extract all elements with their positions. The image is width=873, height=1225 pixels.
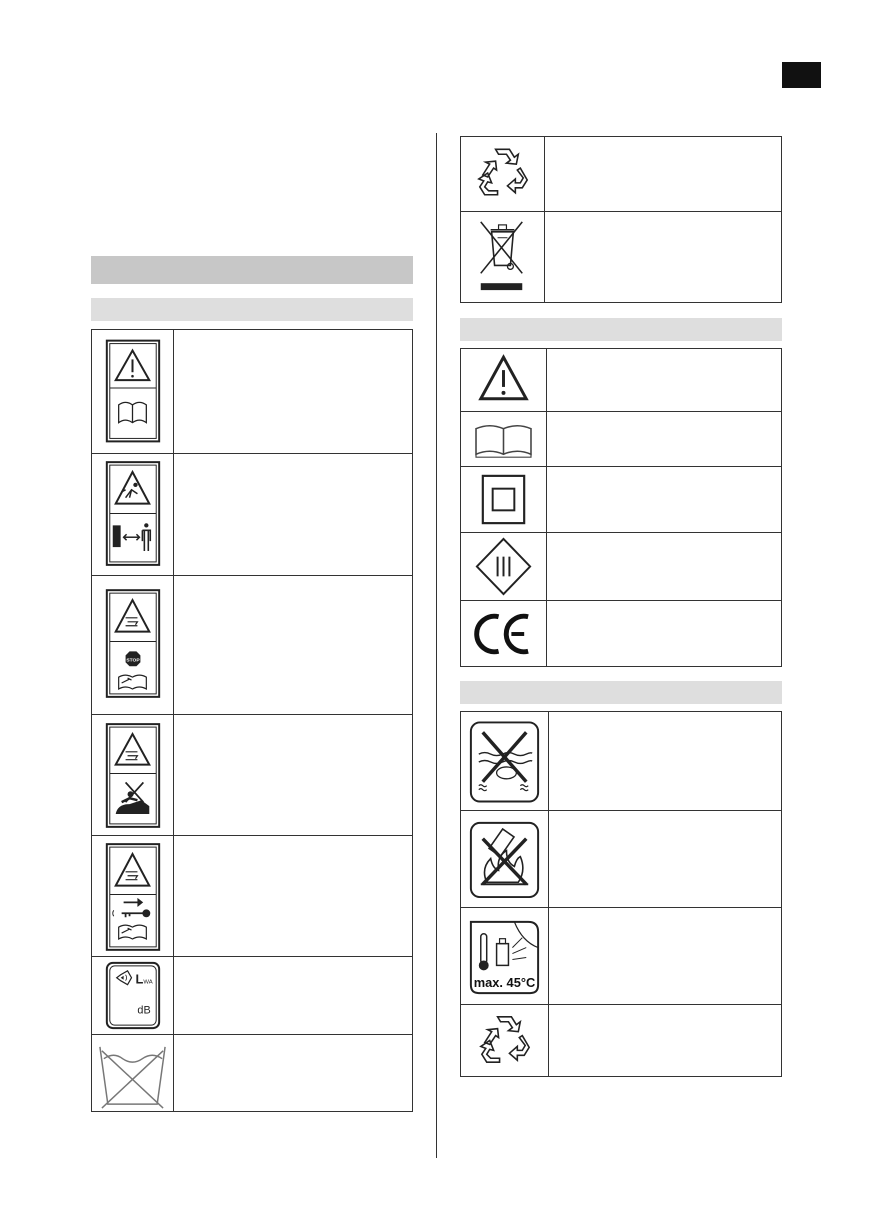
symbol-cell bbox=[461, 212, 545, 303]
symbol-cell bbox=[461, 467, 547, 532]
symbol-cell bbox=[92, 454, 174, 575]
rotating-blade-no-hands-label-icon bbox=[92, 715, 173, 835]
symbol-cell bbox=[461, 137, 545, 211]
symbol-cell bbox=[461, 811, 549, 907]
description-text bbox=[545, 212, 781, 303]
description-text bbox=[549, 811, 781, 907]
description-text bbox=[547, 533, 781, 600]
symbol-cell bbox=[92, 957, 174, 1034]
recycle-icon bbox=[461, 137, 544, 211]
table-row bbox=[461, 712, 781, 810]
max-temperature-icon bbox=[461, 908, 548, 1004]
table-row bbox=[461, 411, 781, 466]
table-row bbox=[461, 810, 781, 907]
symbol-cell bbox=[461, 533, 547, 600]
svg-text:STOP: STOP bbox=[126, 658, 140, 664]
symbol-cell bbox=[461, 1005, 549, 1077]
language-tab bbox=[782, 62, 821, 88]
description-text bbox=[174, 715, 412, 835]
symbol-cell bbox=[461, 412, 547, 466]
symbol-cell bbox=[92, 715, 174, 835]
symbol-cell bbox=[461, 601, 547, 667]
description-text bbox=[547, 467, 781, 532]
svg-text:L: L bbox=[135, 971, 144, 987]
warning-and-manual-label-icon bbox=[92, 330, 173, 453]
description-text bbox=[174, 1035, 412, 1112]
safety-symbol-table bbox=[460, 348, 782, 667]
subsection-header bbox=[460, 681, 782, 704]
description-text bbox=[174, 836, 412, 956]
table-row bbox=[461, 211, 781, 303]
description-text bbox=[547, 412, 781, 466]
description-text bbox=[549, 1005, 781, 1077]
table-row bbox=[92, 575, 412, 714]
description-text bbox=[174, 957, 412, 1034]
table-row bbox=[461, 137, 781, 211]
section-header bbox=[91, 256, 413, 284]
svg-text:WA: WA bbox=[143, 979, 153, 986]
table-row bbox=[461, 532, 781, 600]
table-row bbox=[92, 956, 412, 1034]
description-text bbox=[549, 908, 781, 1004]
description-text bbox=[549, 712, 781, 810]
table-row bbox=[461, 466, 781, 532]
protection-class-iii-icon bbox=[461, 533, 546, 600]
svg-text:dB: dB bbox=[137, 1004, 151, 1017]
description-text bbox=[547, 601, 781, 667]
temperature-label: max. 45°C bbox=[473, 975, 536, 991]
description-text bbox=[174, 576, 412, 714]
description-text bbox=[545, 137, 781, 211]
do-not-wash-icon bbox=[92, 1035, 173, 1112]
recycle-icon bbox=[461, 1005, 548, 1077]
description-text bbox=[547, 349, 781, 411]
symbol-cell bbox=[461, 908, 549, 1004]
symbol-cell bbox=[92, 576, 174, 714]
symbol-cell bbox=[92, 330, 174, 453]
symbol-cell bbox=[461, 349, 547, 411]
table-row bbox=[92, 714, 412, 835]
symbol-cell bbox=[92, 1035, 174, 1112]
table-row bbox=[461, 907, 781, 1004]
symbol-cell bbox=[461, 712, 549, 810]
table-row bbox=[92, 1034, 412, 1112]
battery-symbol-table bbox=[460, 711, 782, 1077]
table-row bbox=[92, 453, 412, 575]
left-symbol-table bbox=[91, 329, 413, 1112]
weee-crossed-bin-icon bbox=[461, 212, 544, 303]
ce-mark-icon bbox=[461, 601, 546, 667]
table-row bbox=[92, 835, 412, 956]
column-divider bbox=[436, 133, 437, 1158]
table-row bbox=[92, 330, 412, 453]
rotating-blade-stop-manual-label-icon bbox=[92, 576, 173, 714]
rotating-blade-remove-key-label-icon bbox=[92, 836, 173, 956]
description-text bbox=[174, 330, 412, 453]
description-text bbox=[174, 454, 412, 575]
subsection-header bbox=[460, 318, 782, 341]
protection-class-ii-icon bbox=[461, 467, 546, 532]
no-water-icon bbox=[461, 712, 548, 810]
disposal-symbol-table bbox=[460, 136, 782, 303]
warning-triangle-icon bbox=[461, 349, 546, 411]
table-row bbox=[461, 600, 781, 667]
table-row bbox=[461, 1004, 781, 1077]
thrown-objects-keep-distance-label-icon bbox=[92, 454, 173, 575]
subsection-header bbox=[91, 298, 413, 321]
sound-power-lwa-db-icon bbox=[92, 957, 173, 1034]
read-manual-icon bbox=[461, 412, 546, 466]
symbol-cell bbox=[92, 836, 174, 956]
no-fire-icon bbox=[461, 811, 548, 907]
table-row bbox=[461, 349, 781, 411]
